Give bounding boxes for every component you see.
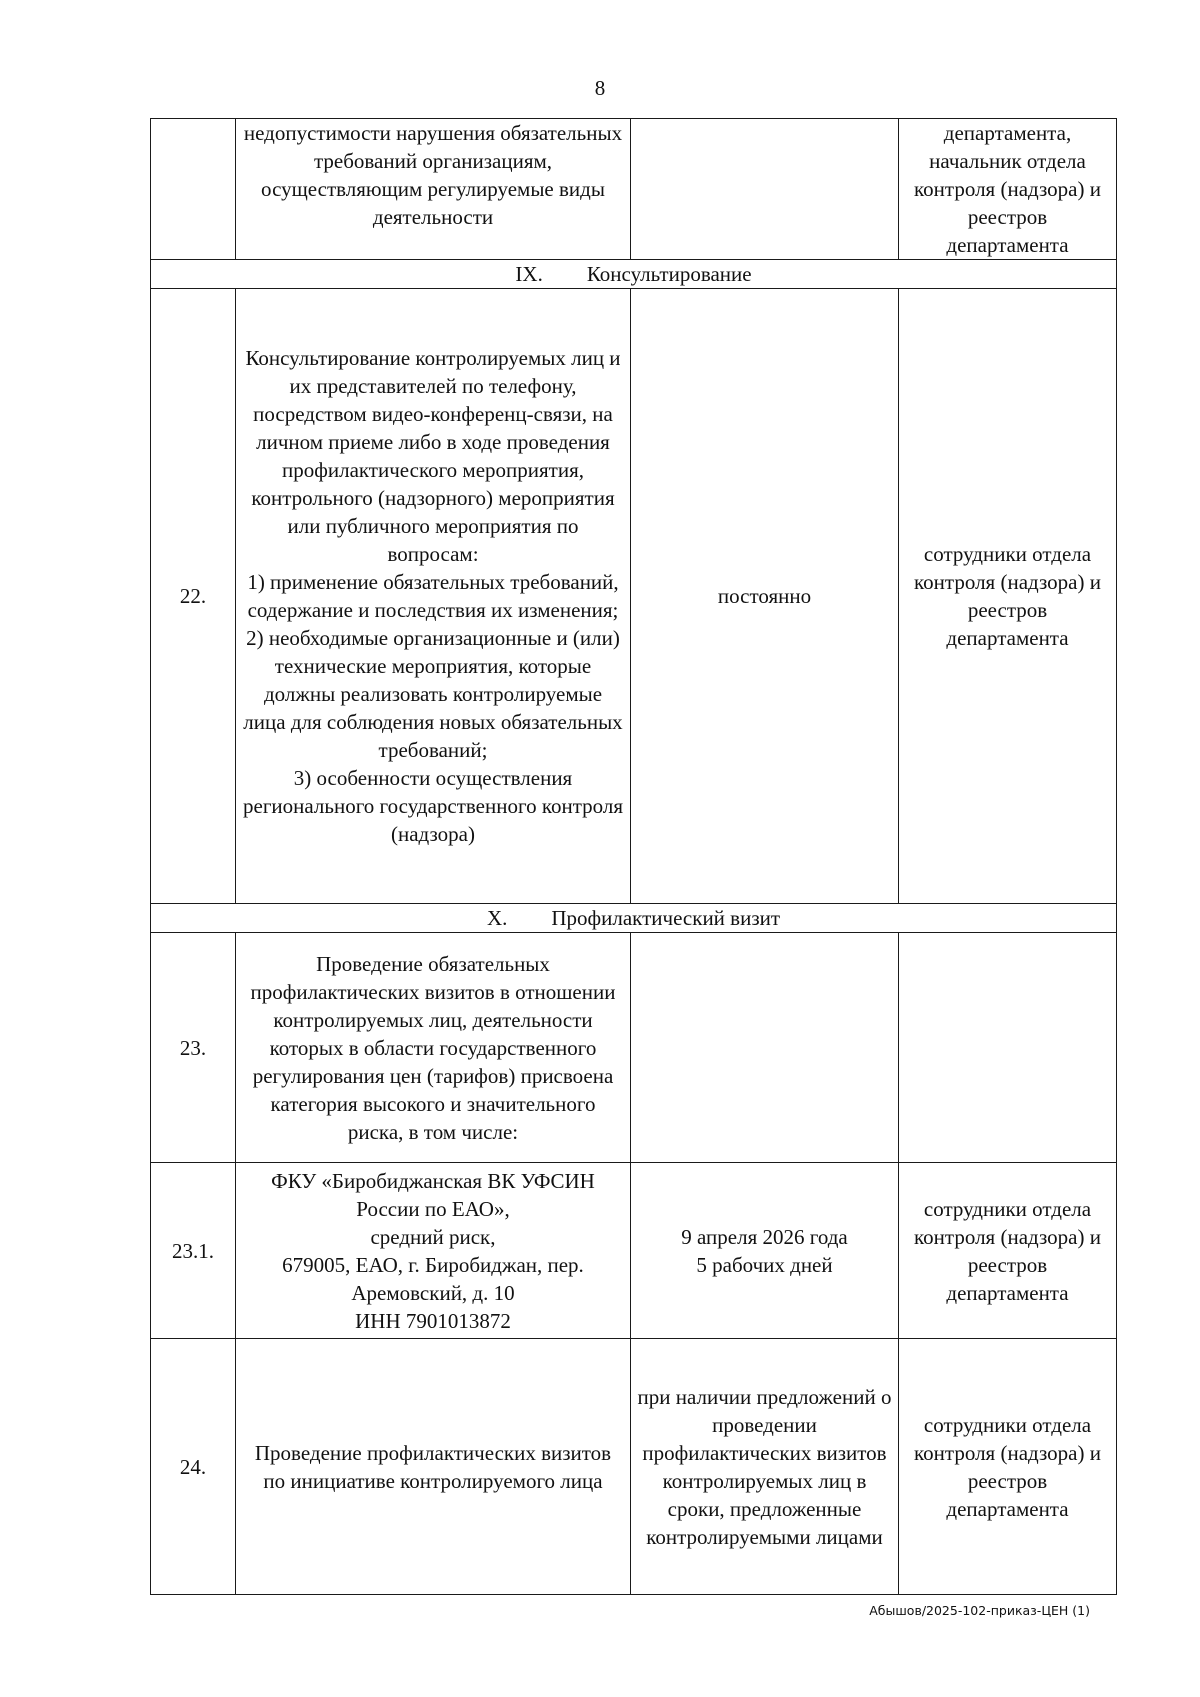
organization-name: ФКУ «Биробиджанская ВК УФСИН России по ЕАО», [271, 1168, 595, 1221]
section-row-ix [151, 260, 1117, 289]
activity-paragraph: 1) применение обязательных требований, содержание и последствия их изменения; [247, 570, 619, 622]
section-numeral: IX. [515, 262, 543, 286]
activity-paragraph: Консультирование контролируемых лиц и их представителей по телефону, посредством видео-конференц-связи, на личном приеме либо в ходе проведения профилактического мероприятия, контрольного (надзорного) мероприятия или публичного мероприятия по вопросам: [245, 346, 621, 566]
responsible-cell [899, 933, 1117, 1163]
activity-cell: Проведение профилактических визитов по инициативе контролируемого лица [236, 1339, 631, 1595]
deadline-duration: 5 рабочих дней [696, 1252, 833, 1277]
section-numeral: X. [486, 906, 508, 930]
table-row [151, 119, 1117, 260]
responsible-cell: сотрудники отдела контроля (надзора) и реестров департамента [899, 289, 1117, 904]
table-row-23 [151, 933, 1117, 1163]
section-row-x [151, 904, 1117, 933]
risk-category: средний риск, [370, 1224, 496, 1249]
deadline-cell: при наличии предложений о проведении профилактических визитов контролируемых лиц в сроки, предложенные контролируемыми лицами [631, 1339, 899, 1595]
section-heading [151, 904, 1117, 933]
row-number-cell: 22. [151, 289, 236, 904]
activity-paragraph: 2) необходимые организационные и (или) технические мероприятия, которые должны реализовать контролируемые лица для соблюдения новых обязательных требований; [243, 626, 623, 762]
deadline-cell [631, 1163, 899, 1339]
row-number-cell [151, 119, 236, 260]
activity-cell [236, 1163, 631, 1339]
table-row-22 [151, 289, 1117, 904]
deadline-cell [631, 933, 899, 1163]
responsible-cell: сотрудники отдела контроля (надзора) и реестров департамента [899, 1163, 1117, 1339]
deadline-cell [631, 119, 899, 260]
row-number-cell: 23. [151, 933, 236, 1163]
row-number-cell: 24. [151, 1339, 236, 1595]
activity-cell: недопустимости нарушения обязательных требований организациям, осуществляющим регулируемые виды деятельности [236, 119, 631, 260]
row-number-cell: 23.1. [151, 1163, 236, 1339]
responsible-cell: сотрудники отдела контроля (надзора) и реестров департамента [899, 1339, 1117, 1595]
table-row-24 [151, 1339, 1117, 1595]
table-row-23-1 [151, 1163, 1117, 1339]
activity-paragraph: 3) особенности осуществления регионального государственного контроля (надзора) [243, 766, 623, 846]
activity-plan-table [150, 118, 1117, 1595]
organization-address: 679005, ЕАО, г. Биробиджан, пер. Аремовский, д. 10 [282, 1252, 584, 1305]
activity-cell: Проведение обязательных профилактических визитов в отношении контролируемых лиц, деятельности которых в области государственного регулирования цен (тарифов) присвоена категория высокого и значительного риска, в том числе: [236, 933, 631, 1163]
deadline-cell: постоянно [631, 289, 899, 904]
document-footer-reference: Абышов/2025-102-приказ-ЦЕН (1) [869, 1603, 1090, 1618]
section-heading [151, 260, 1117, 289]
section-title: Консультирование [586, 262, 752, 286]
activity-cell [236, 289, 631, 904]
section-title: Профилактический визит [551, 906, 781, 930]
organization-inn: ИНН 7901013872 [355, 1308, 511, 1333]
page-number: 8 [594, 76, 606, 100]
deadline-date: 9 апреля 2026 года [681, 1224, 848, 1249]
responsible-cell: департамента, начальник отдела контроля (надзора) и реестров департамента [899, 119, 1117, 260]
